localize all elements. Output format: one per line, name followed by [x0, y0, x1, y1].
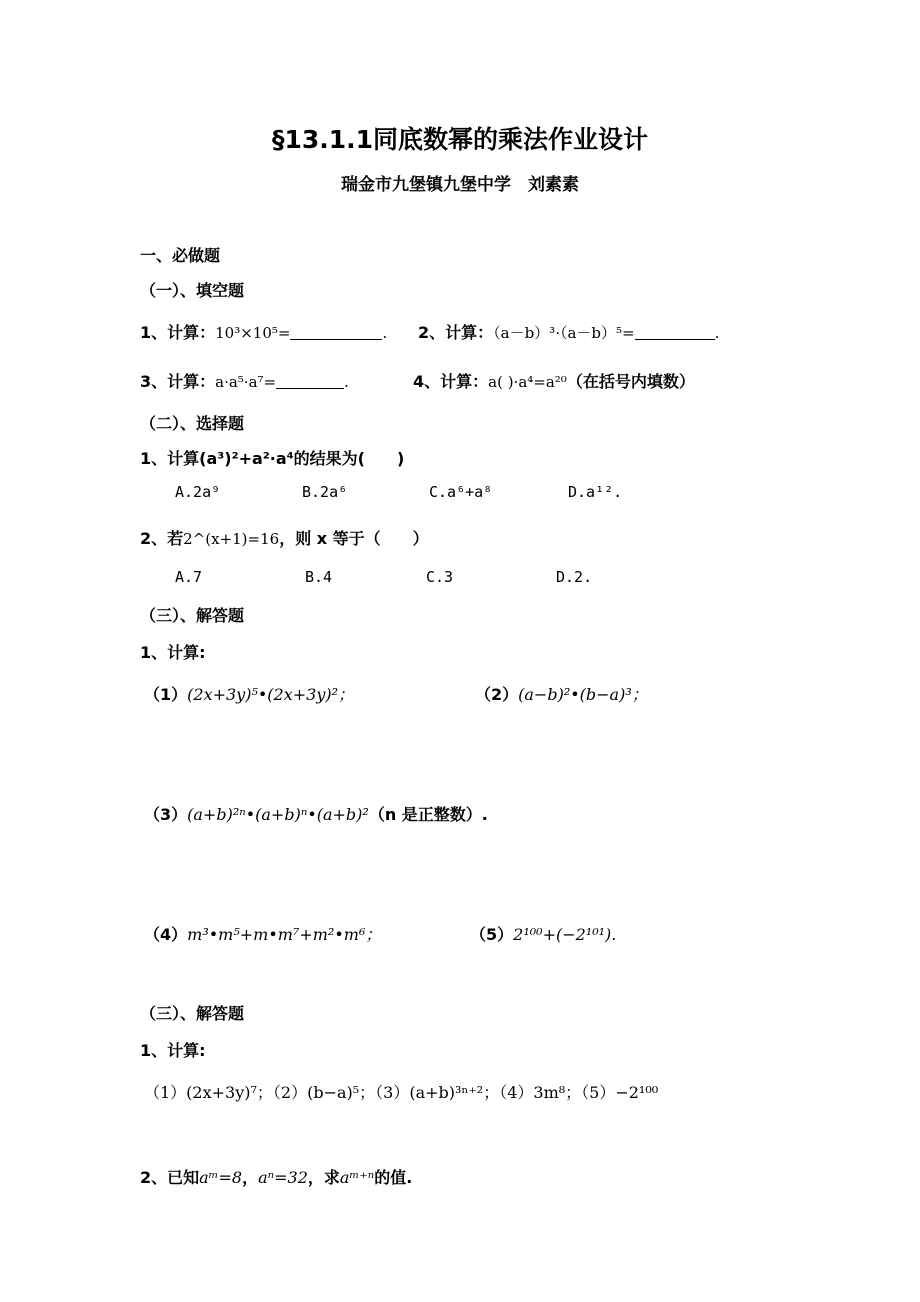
choice-q2-math: 2^(x+1)=16 — [183, 530, 280, 548]
solve-p3-math: (a+b)²ⁿ•(a+b)ⁿ•(a+b)² — [187, 805, 369, 824]
answers-q2-text-mid: ，求 — [307, 1168, 340, 1187]
answers-q2-math-2: aⁿ=32 — [258, 1168, 308, 1187]
solve-p2-math: (a−b)²•(b−a)³； — [518, 685, 648, 704]
solve-p1-math: (2x+3y)⁵•(2x+3y)²； — [187, 685, 355, 704]
section-fill-in: （一）、填空题 — [140, 281, 245, 300]
answers-line: （1）(2x+3y)⁷；（2）(b−a)⁵；（3）(a+b)³ⁿ⁺²；（4）3m⁸；（5）−2¹⁰⁰ — [144, 1083, 659, 1102]
solve-p4-label: （4） — [144, 925, 188, 944]
answers-q2-math-3: aᵐ⁺ⁿ — [339, 1168, 375, 1187]
solve-problem-1 — [144, 682, 354, 705]
section-answer: （三）、解答题 — [140, 606, 245, 625]
answers-q2-math-1: aᵐ=8 — [199, 1168, 243, 1187]
answers-q2-sep: ， — [242, 1168, 259, 1187]
author-line: 瑞金市九堡镇九堡中学 刘素素 — [341, 175, 579, 195]
fill-q2-answer-blank[interactable] — [635, 325, 715, 340]
fill-q1-math: 10³×10⁵= — [215, 324, 291, 342]
solve-p5-label: （5） — [470, 925, 514, 944]
choice-q2-option-d[interactable]: D.2. — [556, 568, 593, 586]
solve-problem-5 — [470, 922, 616, 945]
fill-question-1: 1、计算：10³×10⁵= . — [140, 323, 388, 342]
section-choice: （二）、选择题 — [140, 414, 245, 433]
answers-q2-text-post: 的值. — [374, 1168, 413, 1187]
fill-q3-answer-blank[interactable] — [276, 374, 344, 389]
section-answer-2: （三）、解答题 — [140, 1004, 245, 1023]
solve-p1-label: （1） — [144, 685, 188, 704]
fill-q4-label: 4、计算： — [413, 372, 489, 391]
answers-q2-text-pre: 2、已知 — [140, 1168, 200, 1187]
solve-p3-note: （n 是正整数）. — [368, 805, 488, 824]
solve-p3-label: （3） — [144, 805, 188, 824]
choice-question-2 — [140, 526, 429, 549]
fill-q4-note: （在括号内填数） — [566, 372, 695, 391]
solve-problem-4 — [144, 922, 381, 945]
fill-question-2: 2、计算：（a－b）³·（a－b）⁵= . — [418, 323, 720, 342]
choice-q1-option-c[interactable]: C.a⁶+a⁸ — [429, 483, 493, 501]
fill-question-4 — [413, 369, 695, 392]
fill-q3-label: 3、计算： — [140, 372, 216, 391]
solve-p4-math: m³•m⁵+m•m⁷+m²•m⁶； — [187, 925, 382, 944]
fill-question-3: 3、计算：a·a⁵·a⁷= . — [140, 372, 349, 391]
solve-problem-3 — [144, 802, 488, 825]
fill-q3-math: a·a⁵·a⁷= — [215, 373, 277, 391]
fill-q1-label: 1、计算： — [140, 323, 216, 342]
solve-p5-math: 2¹⁰⁰+(−2¹⁰¹). — [513, 925, 617, 944]
choice-q2-option-a[interactable]: A.7 — [175, 568, 203, 586]
fill-q4-math: a( )·a⁴=a²⁰ — [488, 373, 567, 391]
choice-q2-option-b[interactable]: B.4 — [305, 568, 333, 586]
choice-q2-text-pre: 2、若 — [140, 529, 184, 548]
fill-q1-answer-blank[interactable] — [290, 325, 382, 340]
answers-q1-label: 1、计算: — [140, 1041, 206, 1060]
choice-q1-text: 1、计算(a³)²+a²·a⁴的结果为( ) — [140, 449, 405, 468]
section-required: 一、必做题 — [140, 246, 221, 265]
choice-q1-option-a[interactable]: A.2a⁹ — [175, 483, 221, 501]
answers-question-2 — [140, 1165, 412, 1188]
choice-q2-option-c[interactable]: C.3 — [426, 568, 454, 586]
choice-q2-text-post: ，则 x 等于（ ） — [279, 529, 429, 548]
solve-problem-2 — [475, 682, 648, 705]
solve-p2-label: （2） — [475, 685, 519, 704]
choice-q1-option-b[interactable]: B.2a⁶ — [302, 483, 348, 501]
page-title: §13.1.1同底数幂的乘法作业设计 — [271, 125, 649, 154]
fill-q2-math: （a－b）³·（a－b）⁵= — [493, 324, 635, 342]
choice-q1-option-d[interactable]: D.a¹². — [568, 483, 623, 501]
fill-q2-label: 2、计算： — [418, 323, 494, 342]
solve-q1-label: 1、计算: — [140, 643, 206, 662]
choice-question-1 — [140, 446, 404, 469]
